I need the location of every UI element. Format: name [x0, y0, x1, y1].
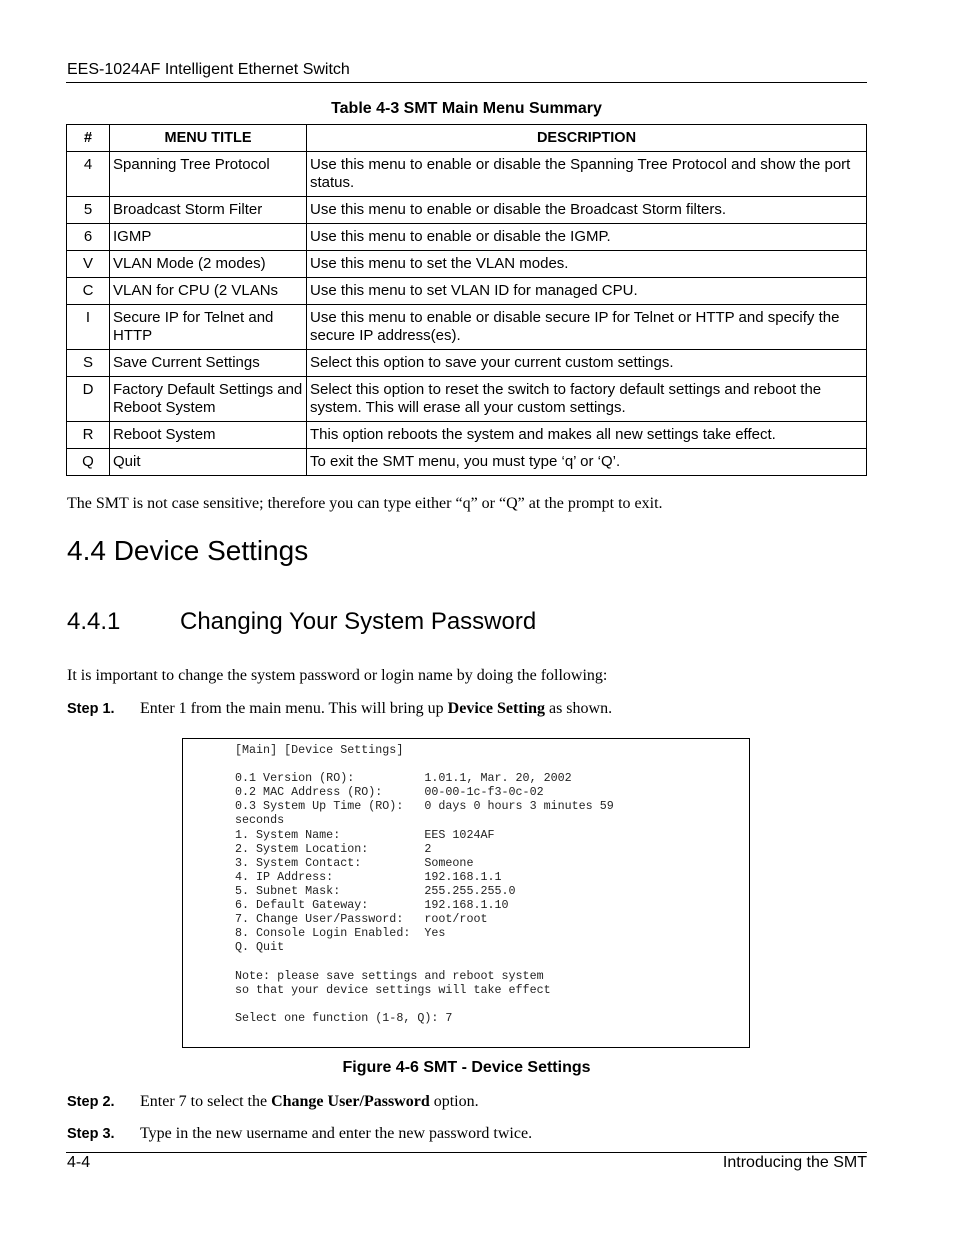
terminal-line: Q. Quit [235, 940, 285, 955]
header-rule [66, 82, 867, 83]
col-header-description: DESCRIPTION [307, 125, 867, 152]
footer-rule [66, 1152, 867, 1153]
step-2 [67, 1092, 479, 1112]
cell-description: Select this option to save your current custom settings. [307, 350, 867, 377]
table-row [67, 251, 867, 278]
table-row [67, 152, 867, 197]
cell-description: To exit the SMT menu, you must type ‘q’ or ‘Q’. [307, 449, 867, 476]
terminal-line: 0.1 Version (RO): 1.01.1, Mar. 20, 2002 [235, 771, 572, 786]
terminal-line: Select one function (1-8, Q): 7 [235, 1010, 453, 1025]
terminal-screen [182, 738, 750, 1048]
cell-number: 4 [67, 152, 110, 197]
case-note: The SMT is not case sensitive; therefore you can type either “q” or “Q” at the prompt to exit. [67, 495, 663, 512]
cell-number: S [67, 350, 110, 377]
table-row [67, 449, 867, 476]
cell-description: Use this menu to enable or disable the IGMP. [307, 224, 867, 251]
cell-number: D [67, 377, 110, 422]
table-row [67, 224, 867, 251]
table-row [67, 197, 867, 224]
cell-menu-title: Save Current Settings [110, 350, 307, 377]
terminal-line: Note: please save settings and reboot system [235, 968, 544, 983]
cell-menu-title: Broadcast Storm Filter [110, 197, 307, 224]
terminal-line: 1. System Name: EES 1024AF [235, 827, 495, 842]
cell-description: Use this menu to enable or disable the Spanning Tree Protocol and show the port status. [307, 152, 867, 197]
step-label: Step 2. [67, 1094, 115, 1110]
cell-menu-title: Quit [110, 449, 307, 476]
table-header-row [67, 125, 867, 152]
cell-description: Use this menu to enable or disable the Broadcast Storm filters. [307, 197, 867, 224]
terminal-line: seconds [235, 813, 285, 828]
cell-description: This option reboots the system and makes all new settings take effect. [307, 422, 867, 449]
terminal-line: [Main] [Device Settings] [235, 743, 404, 757]
cell-menu-title: Reboot System [110, 422, 307, 449]
table-row [67, 350, 867, 377]
intro-paragraph: It is important to change the system password or login name by doing the following: [67, 667, 608, 684]
subsection-heading [67, 608, 537, 636]
step-text: Enter 7 to select the Change User/Password option. [140, 1093, 479, 1110]
table-row [67, 278, 867, 305]
cell-description: Select this option to reset the switch to factory default settings and reboot the system. This will erase all your custom settings. [307, 377, 867, 422]
cell-menu-title: Spanning Tree Protocol [110, 152, 307, 197]
page-number: 4-4 [67, 1154, 91, 1171]
table-row [67, 377, 867, 422]
terminal-line: 8. Console Login Enabled: Yes [235, 926, 446, 941]
subsection-number: 4.4.1 [67, 608, 121, 635]
step-label: Step 1. [67, 701, 115, 717]
terminal-line: 4. IP Address: 192.168.1.1 [235, 869, 502, 884]
cell-description: Use this menu to set VLAN ID for managed CPU. [307, 278, 867, 305]
terminal-line: 2. System Location: 2 [235, 841, 432, 856]
table-row [67, 422, 867, 449]
step-text: Type in the new username and enter the new password twice. [140, 1125, 533, 1142]
section-heading: 4.4 Device Settings [67, 535, 309, 566]
col-header-menu-title: MENU TITLE [110, 125, 307, 152]
cell-description: Use this menu to enable or disable secure IP for Telnet or HTTP and specify the secure IP address(es). [307, 305, 867, 350]
terminal-line: 0.2 MAC Address (RO): 00-00-1c-f3-0c-02 [235, 785, 544, 800]
cell-number: Q [67, 449, 110, 476]
running-header: EES-1024AF Intelligent Ethernet Switch [67, 61, 350, 78]
cell-number: C [67, 278, 110, 305]
terminal-line: 0.3 System Up Time (RO): 0 days 0 hours 3 minutes 59 [235, 799, 614, 814]
step-3 [67, 1124, 532, 1144]
cell-menu-title: IGMP [110, 224, 307, 251]
cell-number: 5 [67, 197, 110, 224]
terminal-line: 7. Change User/Password: root/root [235, 912, 488, 927]
cell-menu-title: Factory Default Settings and Reboot System [110, 377, 307, 422]
terminal-text [235, 743, 614, 1025]
menu-summary-table [66, 124, 867, 476]
cell-menu-title: VLAN for CPU (2 VLANs [110, 278, 307, 305]
cell-number: 6 [67, 224, 110, 251]
cell-number: I [67, 305, 110, 350]
cell-description: Use this menu to set the VLAN modes. [307, 251, 867, 278]
step-text: Enter 1 from the main menu. This will bring up Device Setting as shown. [140, 700, 613, 717]
step-1 [67, 699, 612, 719]
chapter-title: Introducing the SMT [722, 1154, 867, 1171]
terminal-line: so that your device settings will take effect [235, 982, 551, 997]
subsection-title: Changing Your System Password [180, 608, 537, 635]
col-header-number: # [67, 125, 110, 152]
terminal-line: 6. Default Gateway: 192.168.1.10 [235, 898, 509, 913]
step-label: Step 3. [67, 1126, 115, 1142]
cell-number: V [67, 251, 110, 278]
cell-menu-title: VLAN Mode (2 modes) [110, 251, 307, 278]
terminal-line: 3. System Contact: Someone [235, 855, 474, 870]
table-caption: Table 4-3 SMT Main Menu Summary [331, 100, 602, 117]
figure-caption: Figure 4-6 SMT - Device Settings [342, 1059, 591, 1076]
cell-number: R [67, 422, 110, 449]
table-body [67, 152, 867, 476]
table-row [67, 305, 867, 350]
cell-menu-title: Secure IP for Telnet and HTTP [110, 305, 307, 350]
terminal-line: 5. Subnet Mask: 255.255.255.0 [235, 883, 516, 898]
